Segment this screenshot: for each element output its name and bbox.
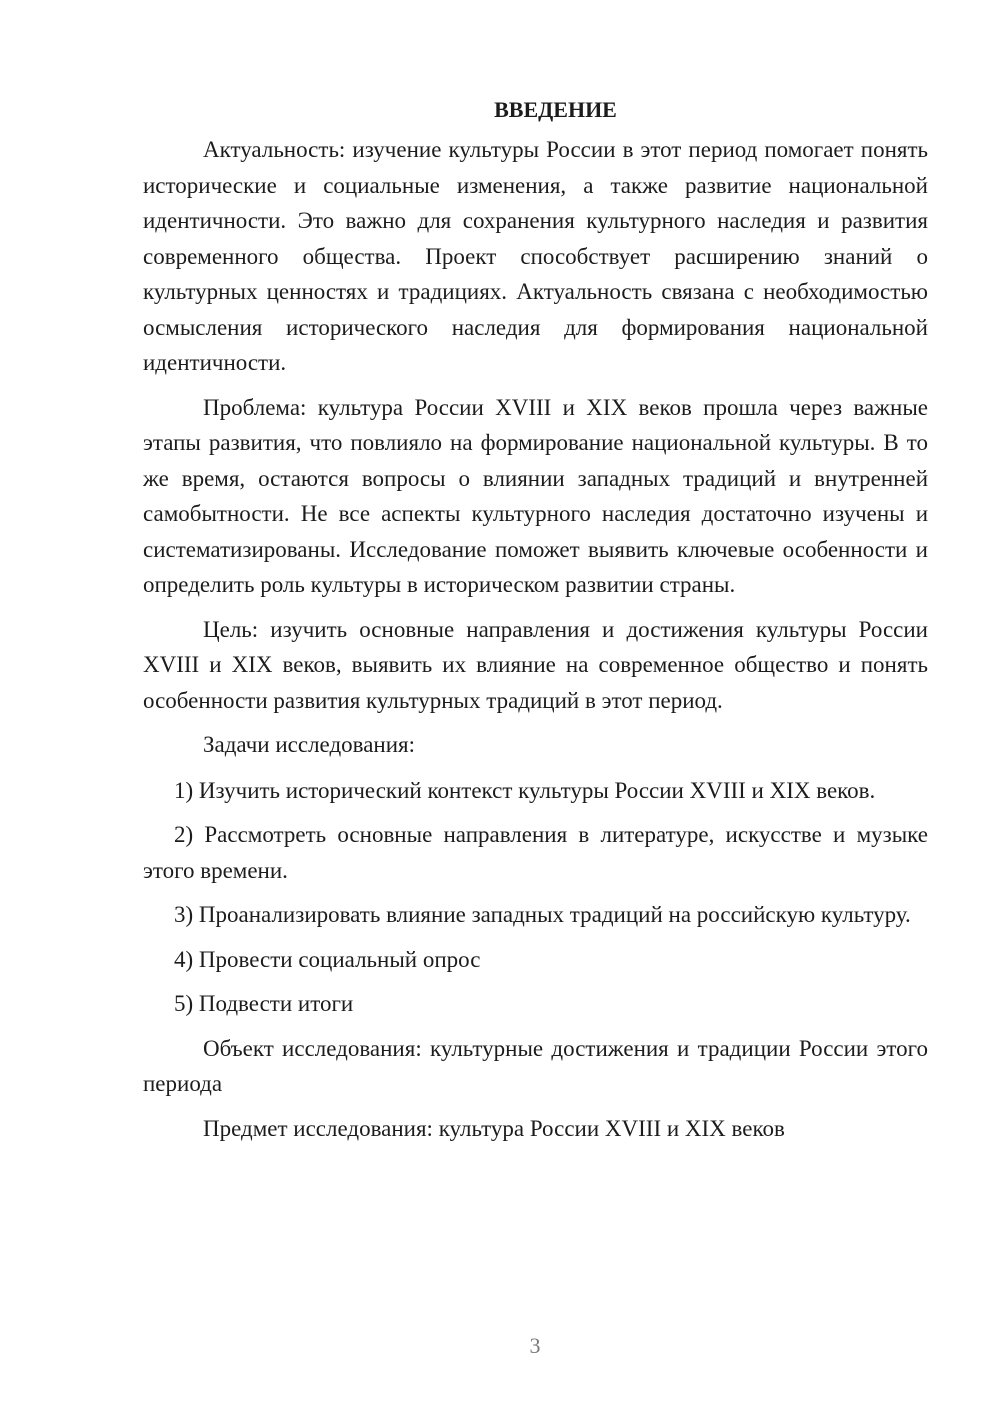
relevance-paragraph: Актуальность: изучение культуры России в этот период помогает понять исторические и социальные изменения, а также развитие национальной идентичности. Это важно для сохранения культурного наследия и развития современного общества. Проект способствует расширению знаний о культурных ценностях и традициях. Актуальность связана с необходимостью осмысления исторического наследия для формирования национальной идентичности. (143, 137, 928, 375)
subject-paragraph: Предмет исследования: культура России XVIII и XIX веков (203, 1115, 785, 1141)
section-heading: ВВЕДЕНИЕ (494, 97, 617, 122)
list-item: 3) Проанализировать влияние западных традиций на российскую культуру. (174, 902, 911, 927)
list-item: 5) Подвести итоги (174, 991, 354, 1016)
list-item: 2) Рассмотреть основные направления в литературе, искусстве и музыке этого времени. (143, 822, 928, 883)
problem-paragraph: Проблема: культура России XVIII и XIX веков прошла через важные этапы развития, что повлияло на формирование национальной культуры. В то же время, остаются вопросы о влиянии западных традиций и внутренней самобытности. Не все аспекты культурного наследия достаточно изучены и систематизированы. Исследование поможет выявить ключевые особенности и определить роль культуры в историческом развитии страны. (143, 394, 928, 597)
tasks-title: Задачи исследования: (203, 732, 416, 757)
document-page (143, 92, 928, 1155)
tasks-list (143, 773, 928, 1022)
goal-paragraph: Цель: изучить основные направления и достижения культуры России XVIII и XIX веков, выявить их влияние на современное общество и понять особенности развития культурных традиций в этот период. (143, 616, 928, 713)
list-item: 4) Провести социальный опрос (174, 946, 481, 972)
list-item: 1) Изучить исторический контекст культуры России XVIII и XIX веков. (174, 777, 876, 803)
object-paragraph: Объект исследования: культурные достижения и традиции России этого периода (143, 1035, 928, 1096)
page-number: 3 (529, 1333, 541, 1358)
